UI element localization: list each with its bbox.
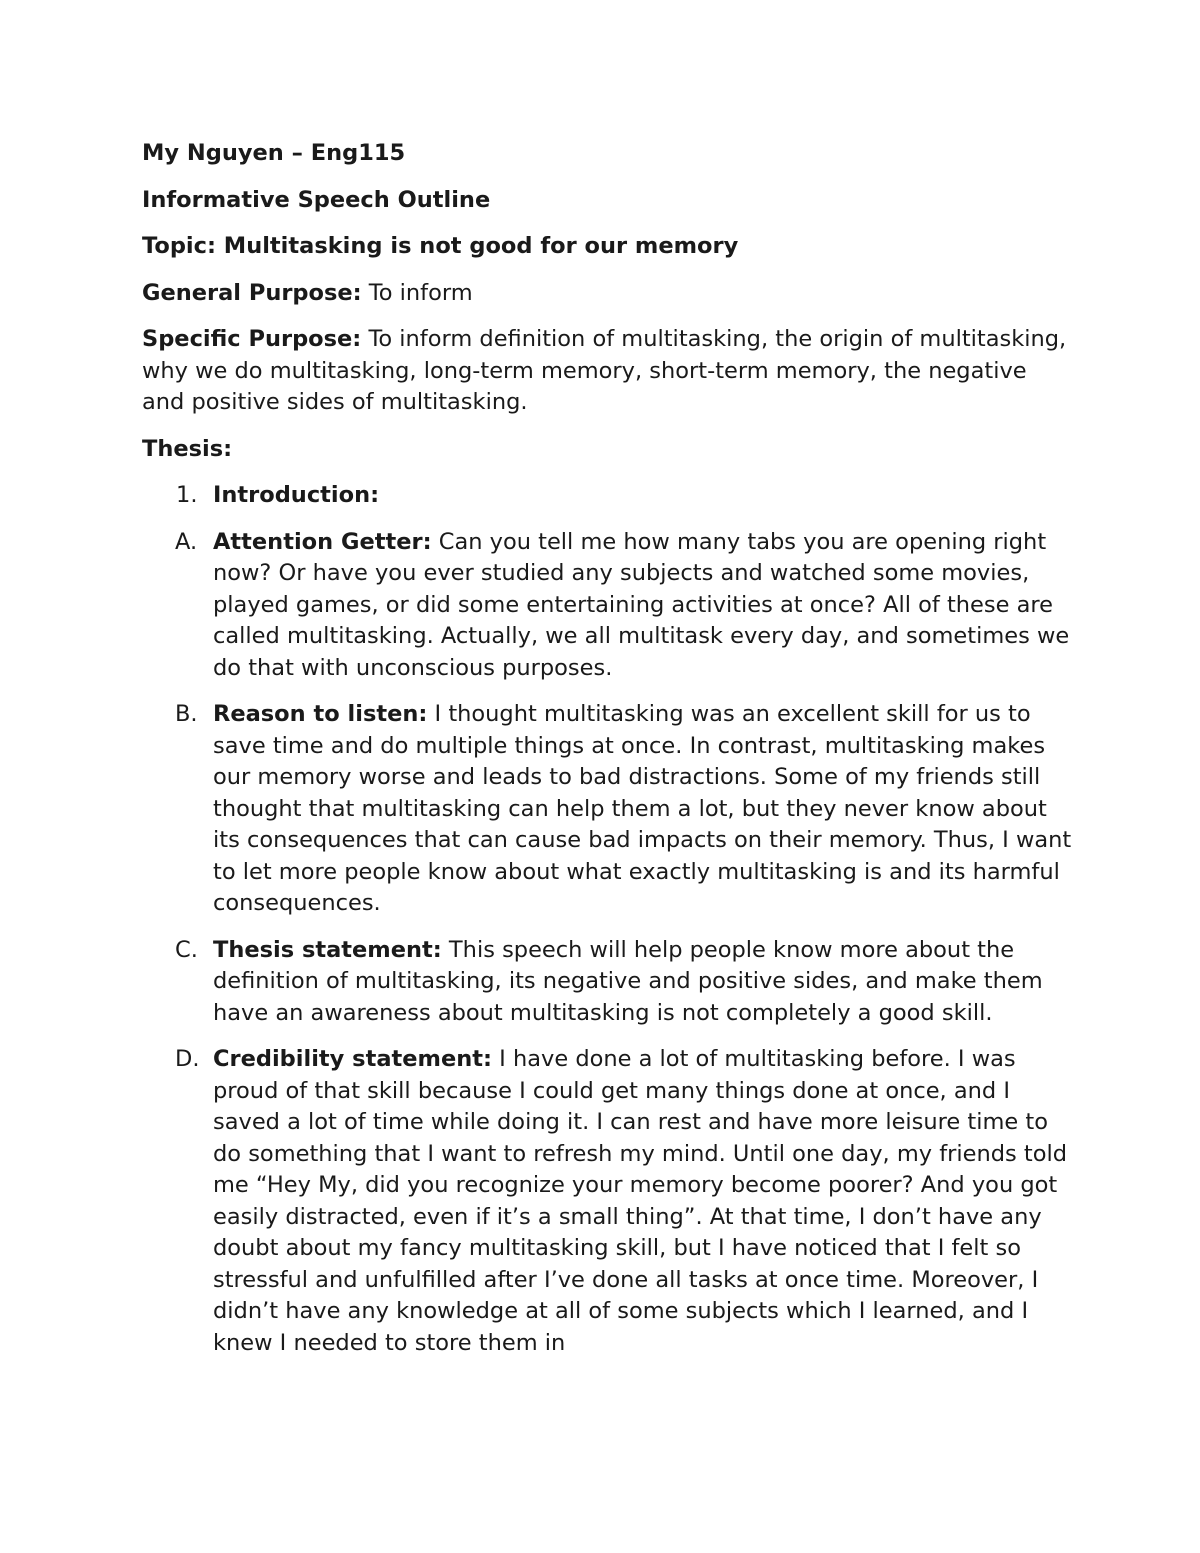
general-purpose — [142, 278, 1072, 310]
document-page — [142, 138, 1072, 1374]
item-text: I have done a lot of multitasking before. I was proud of that skill because I could get many things done at once, and I saved a lot of time while doing it. I can rest and have more leisure time to do something that I want to refresh my mind. Until one day, my friends told me “Hey My, did you recognize your memory become poorer? And you got easily distracted, even if it’s a small thing”. At that time, I don’t have any doubt about my fancy multitasking skill, but I have noticed that I felt so stressful and unfulfilled after I’ve done all tasks at once time. Moreover, I didn’t have any knowledge at all of some subjects which I learned, and I knew I needed to store them in — [213, 1046, 1068, 1356]
item-label: Attention Getter: — [213, 528, 432, 555]
specific-purpose — [142, 324, 1072, 419]
item-text: This speech will help people know more about the definition of multitasking, its negative and positive sides, and make them have an awareness about multitasking is not completely a good skill. — [213, 936, 1043, 1026]
topic-line: Topic: Multitasking is not good for our memory — [142, 233, 739, 259]
author-line: My Nguyen – Eng115 — [142, 140, 406, 166]
item-marker: B. — [175, 701, 198, 727]
section-label: Introduction: — [213, 482, 380, 508]
item-text: Can you tell me how many tabs you are opening right now? Or have you ever studied any subjects and watched some movies, played games, or did some entertaining activities at once? All of these are called multitasking. Actually, we all multitask every day, and sometimes we do that with unconscious purposes. — [213, 528, 1070, 681]
item-label: Reason to listen: — [213, 701, 428, 727]
outline-item-attention-getter — [142, 527, 1072, 685]
item-marker: D. — [175, 1046, 200, 1072]
outline-item-credibility-statement — [142, 1044, 1072, 1359]
general-purpose-label: General Purpose: — [142, 279, 362, 306]
item-marker: A. — [175, 528, 198, 555]
thesis-label: Thesis: — [142, 435, 233, 462]
item-marker: C. — [175, 936, 198, 963]
outline-section-introduction — [142, 480, 1072, 512]
outline-item-reason-to-listen — [142, 699, 1072, 920]
item-label: Thesis statement: — [213, 936, 442, 963]
item-text: I thought multitasking was an excellent skill for us to save time and do multiple things at once. In contrast, multitasking makes our memory worse and leads to bad distractions. Some of my friends still thought that multitasking can help them a lot, but they never know about its consequences that can cause bad impacts on their memory. Thus, I want to let more people know about what exactly multitasking is and its harmful consequences. — [213, 701, 1072, 916]
section-number: 1. — [176, 482, 198, 508]
item-label: Credibility statement: — [213, 1046, 493, 1072]
outline-item-thesis-statement — [142, 935, 1072, 1030]
specific-purpose-label: Specific Purpose: — [142, 326, 362, 352]
specific-purpose-text: To inform definition of multitasking, the origin of multitasking, why we do multitasking, long-term memory, short-term memory, the negative and positive sides of multitasking. — [142, 326, 1067, 415]
document-title: Informative Speech Outline — [142, 186, 491, 213]
general-purpose-text: To inform — [361, 279, 473, 306]
